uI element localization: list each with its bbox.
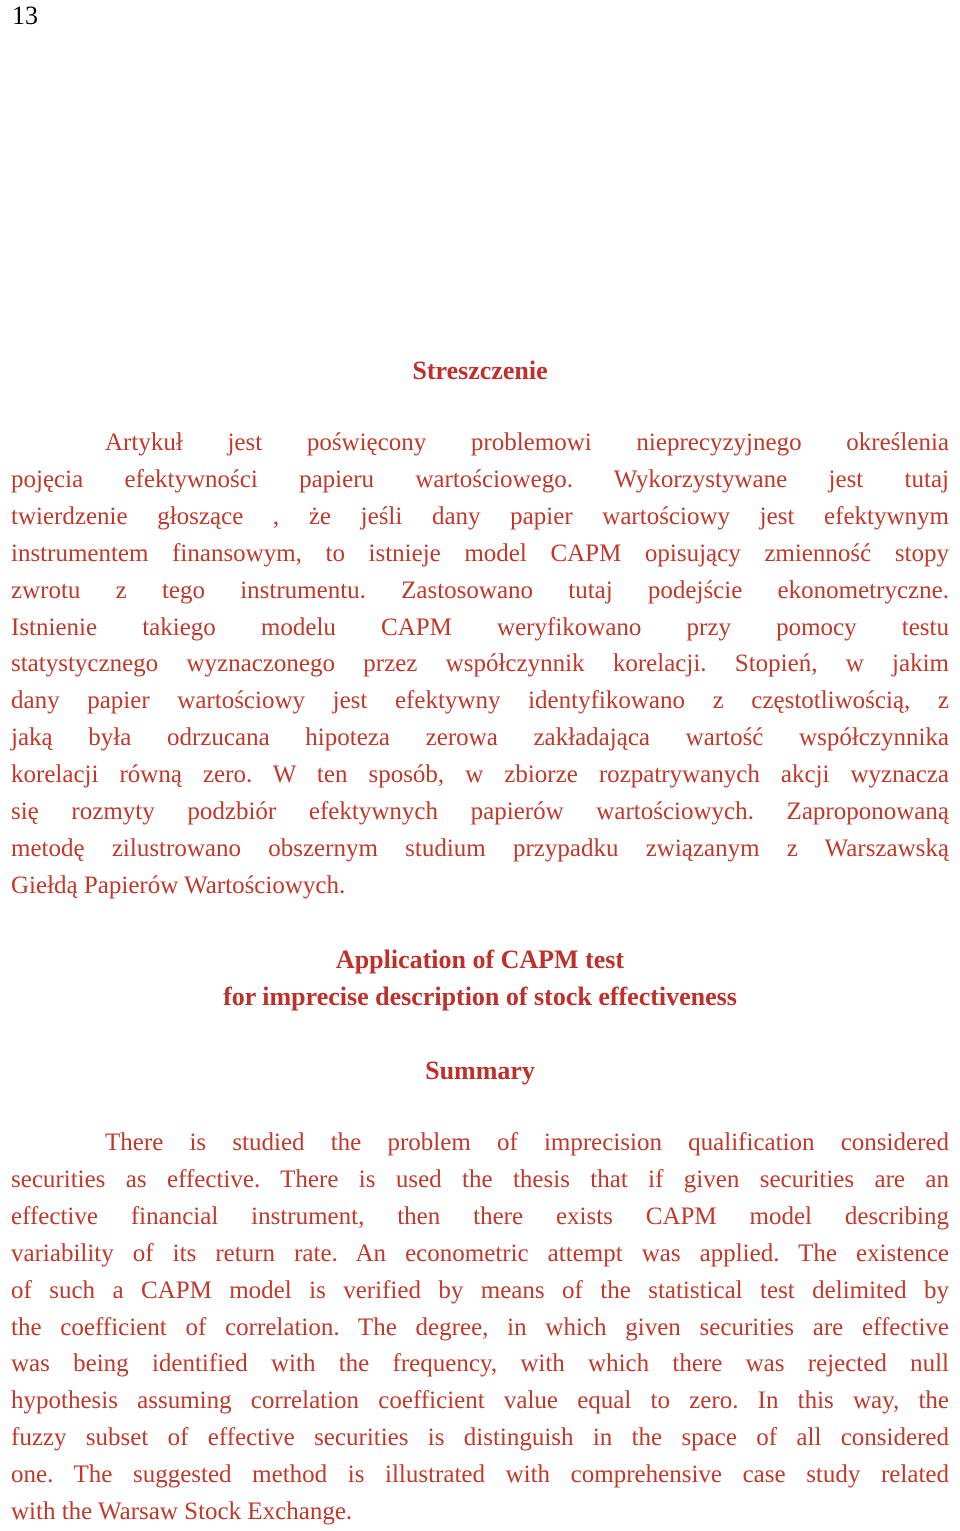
text-line: się rozmyty podzbiór efektywnych papierów wartościowych. Zaproponowaną — [11, 798, 949, 826]
text-line: the coefficient of correlation. The degree, in which given securities are effective — [11, 1313, 949, 1341]
summary-paragraph — [11, 1125, 949, 1531]
text-line: metodę zilustrowano obszernym studium przypadku związanym z Warszawską — [11, 834, 949, 862]
text-line: hypothesis assuming correlation coefficient value equal to zero. In this way, the — [11, 1387, 949, 1415]
text-line: statystycznego wyznaczonego przez współczynnik korelacji. Stopień, w jakim — [11, 650, 949, 678]
text-line: Giełdą Papierów Wartościowych. — [11, 871, 346, 899]
text-line: There is studied the problem of imprecision qualification considered — [105, 1129, 949, 1156]
text-line: Istnienie takiego modelu CAPM weryfikowano przy pomocy testu — [11, 613, 949, 641]
text-line: of such a CAPM model is verified by means of the statistical test delimited by — [11, 1276, 949, 1304]
text-line: pojęcia efektywności papieru wartościowego. Wykorzystywane jest tutaj — [11, 465, 949, 493]
page-number: 13 — [12, 1, 38, 30]
english-title-line-1: Application of CAPM test — [335, 945, 625, 974]
text-line: was being identified with the frequency, with which there was rejected null — [11, 1350, 949, 1378]
text-line: variability of its return rate. An econometric attempt was applied. The existence — [11, 1239, 949, 1267]
text-line: dany papier wartościowy jest efektywny identyfikowano z częstotliwością, z — [11, 687, 949, 715]
text-line: instrumentem finansowym, to istnieje model CAPM opisujący zmienność stopy — [11, 539, 949, 567]
text-line: effective financial instrument, then there exists CAPM model describing — [11, 1202, 949, 1230]
text-line: jaką była odrzucana hipoteza zerowa zakładająca wartość współczynnika — [11, 724, 949, 752]
text-line: fuzzy subset of effective securities is distinguish in the space of all considered — [11, 1424, 949, 1452]
text-line: securities as effective. There is used the thesis that if given securities are an — [11, 1165, 949, 1193]
text-line: korelacji równą zero. W ten sposób, w zbiorze rozpatrywanych akcji wyznacza — [11, 761, 949, 789]
text-line: one. The suggested method is illustrated with comprehensive case study related — [11, 1461, 949, 1489]
text-line: Artykuł jest poświęcony problemowi nieprecyzyjnego określenia — [105, 429, 949, 456]
streszczenie-paragraph — [11, 425, 949, 905]
english-title-line-2: for imprecise description of stock effectiveness — [223, 982, 737, 1011]
streszczenie-heading: Streszczenie — [412, 356, 548, 385]
text-line: with the Warsaw Stock Exchange. — [11, 1498, 353, 1526]
text-line: twierdzenie głoszące , że jeśli dany papier wartościowy jest efektywnym — [11, 502, 949, 530]
text-line: zwrotu z tego instrumentu. Zastosowano tutaj podejście ekonometryczne. — [11, 576, 949, 604]
summary-heading: Summary — [425, 1056, 535, 1085]
